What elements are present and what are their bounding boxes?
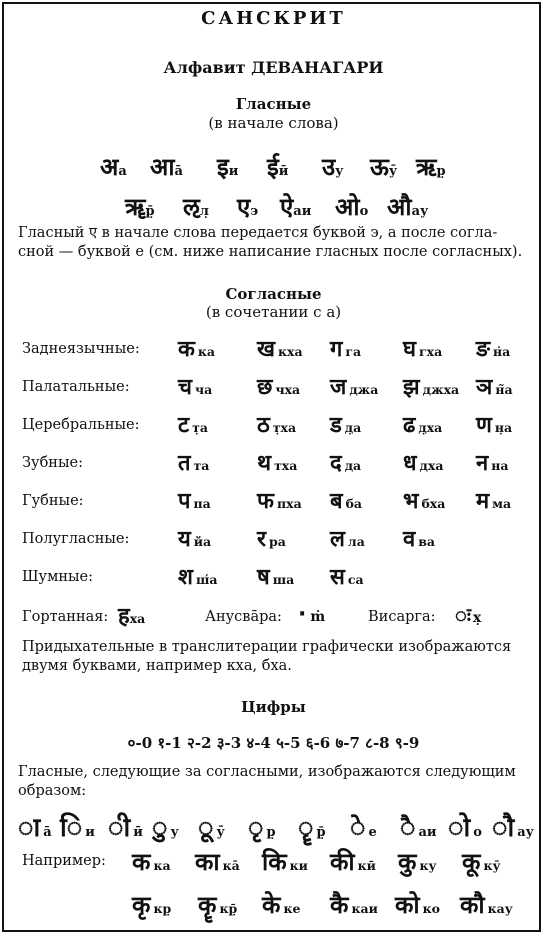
consonant-letter: ञн̃а bbox=[476, 375, 513, 400]
consonant-letter: मма bbox=[476, 489, 512, 514]
guttural-label: Гортанная: bbox=[22, 609, 109, 625]
example-syllable: कृкр̣ bbox=[132, 891, 172, 919]
visarga-sign: ः х̣ bbox=[455, 603, 482, 627]
example-syllable: कूкӯ bbox=[462, 848, 501, 876]
example-syllable: कोко bbox=[395, 891, 441, 919]
consonant-letter: ङн̇а bbox=[476, 337, 511, 362]
vowel-ai: ऐаи bbox=[280, 193, 312, 221]
vowel-ii: ईӣ bbox=[267, 153, 289, 181]
visarga-label: Висарга: bbox=[368, 609, 436, 625]
digits-heading: Цифры bbox=[241, 698, 306, 716]
consonant-letter: थтха bbox=[257, 451, 298, 476]
consonant-letter: ढд̣ха bbox=[403, 413, 443, 438]
vowel-sign: े е bbox=[350, 813, 377, 843]
consonant-letter: धдха bbox=[403, 451, 444, 476]
consonant-letter: जджа bbox=[330, 375, 379, 400]
vowel-u: उу bbox=[322, 153, 344, 181]
example-syllable: कка bbox=[132, 848, 171, 876]
vowels-note-line-2: сной — буквой е (см. ниже написание гласных после согласных). bbox=[18, 244, 523, 260]
consonant-row-label: Церебральные: bbox=[22, 417, 140, 433]
vowel-sign: ी ӣ bbox=[108, 813, 143, 843]
consonant-letter: रра bbox=[257, 527, 286, 552]
vowel-aa: आā bbox=[150, 153, 183, 181]
consonant-letter: पпа bbox=[178, 489, 211, 514]
vowel-sign: ृ р̣ bbox=[248, 813, 276, 843]
vowel-i: इи bbox=[217, 153, 239, 181]
consonant-letter: घгха bbox=[403, 337, 443, 362]
consonant-letter: टт̣а bbox=[178, 413, 208, 438]
vowels-heading: Гласные bbox=[235, 95, 312, 113]
consonant-letter: लла bbox=[330, 527, 365, 552]
consonant-letter: ठт̣ха bbox=[257, 413, 297, 438]
consonant-letter: गга bbox=[330, 337, 362, 362]
consonant-letter: खкха bbox=[257, 337, 303, 362]
example-syllable: कॄкр̣̄ bbox=[198, 891, 238, 919]
example-syllable: किки bbox=[262, 848, 308, 876]
example-syllable: केке bbox=[262, 891, 301, 919]
vowel-sign: ै аи bbox=[400, 813, 437, 843]
aspirates-note-line-1: Придыхательные в транслитерации графически изображаются bbox=[22, 639, 512, 655]
vowel-sign: ो о bbox=[448, 813, 482, 843]
vowel-au: औау bbox=[387, 193, 429, 221]
vowel-uu: ऊӯ bbox=[370, 153, 398, 181]
vowels-note-line-1: Гласный ए в начале слова передается буквой э, а после согла- bbox=[18, 225, 498, 241]
vowel-signs-note-line-2: образом: bbox=[18, 783, 87, 799]
vowel-r: ऋр̣ bbox=[416, 153, 446, 181]
consonant-row-label: Губные: bbox=[22, 493, 84, 509]
vowel-sign: ु у bbox=[152, 813, 179, 843]
example-syllable: कीкӣ bbox=[330, 848, 376, 876]
examples-label: Например: bbox=[22, 853, 106, 869]
consonant-letter: डд̣а bbox=[330, 413, 362, 438]
page-title: САНСКРИТ bbox=[201, 8, 346, 29]
consonant-letter: सса bbox=[330, 565, 364, 590]
consonant-letter: छчха bbox=[257, 375, 301, 400]
consonants-heading: Согласные bbox=[225, 285, 322, 303]
consonant-row-label: Полугласные: bbox=[22, 531, 130, 547]
consonant-letter: नна bbox=[476, 451, 509, 476]
example-syllable: काкā bbox=[195, 848, 240, 876]
consonant-letter: णн̣а bbox=[476, 413, 513, 438]
aspirates-note-line-2: двумя буквами, например кха, бха. bbox=[22, 658, 292, 674]
guttural-letter: हха bbox=[118, 604, 146, 629]
vowel-e: एэ bbox=[237, 193, 259, 221]
vowel-sign: ि и bbox=[60, 813, 95, 843]
vowel-sign: ू ӯ bbox=[198, 813, 225, 843]
alphabet-subtitle: Алфавит ДЕВАНАГАРИ bbox=[163, 58, 384, 77]
vowel-rr: ॠр̣̄ bbox=[125, 193, 155, 221]
vowel-a: अа bbox=[100, 153, 127, 181]
consonant-letter: यйа bbox=[178, 527, 212, 552]
example-syllable: कौкау bbox=[460, 891, 513, 919]
vowel-sign: ौ ау bbox=[492, 813, 534, 843]
example-syllable: कुку bbox=[398, 848, 437, 876]
consonant-row-label: Палатальные: bbox=[22, 379, 130, 395]
consonant-row-label: Шумные: bbox=[22, 569, 94, 585]
anusvara-label: Анусвāра: bbox=[205, 609, 282, 625]
consonant-letter: चча bbox=[178, 375, 213, 400]
digits-line: ०-0 १-1 २-2 ३-3 ४-4 ५-5 ६-6 ७-7 ८-8 ९-9 bbox=[127, 734, 420, 752]
consonant-row-label: Зубные: bbox=[22, 455, 83, 471]
consonant-letter: शш́а bbox=[178, 565, 218, 590]
consonant-letter: षша bbox=[257, 565, 295, 590]
consonant-letter: दда bbox=[330, 451, 362, 476]
vowel-sign: ॄ р̣̄ bbox=[298, 813, 326, 843]
anusvara-sign: · ṁ bbox=[298, 602, 326, 627]
consonant-letter: वва bbox=[403, 527, 436, 552]
consonant-row-label: Заднеязычные: bbox=[22, 341, 140, 357]
vowel-l: ऌл̣ bbox=[183, 193, 209, 221]
consonant-letter: भбха bbox=[403, 489, 446, 514]
example-syllable: कैкаи bbox=[330, 891, 378, 919]
consonant-letter: बба bbox=[330, 489, 362, 514]
vowels-subheading: (в начале слова) bbox=[208, 114, 339, 132]
consonant-letter: झджха bbox=[403, 375, 460, 400]
consonant-letter: तта bbox=[178, 451, 210, 476]
vowel-sign: ा ā bbox=[18, 813, 52, 843]
consonant-letter: कка bbox=[178, 337, 216, 362]
vowel-signs-note-line-1: Гласные, следующие за согласными, изображаются следующим bbox=[18, 764, 516, 780]
consonants-subheading: (в сочетании с а) bbox=[205, 303, 342, 321]
consonant-letter: फпха bbox=[257, 489, 302, 514]
vowel-o: ओо bbox=[335, 193, 369, 221]
